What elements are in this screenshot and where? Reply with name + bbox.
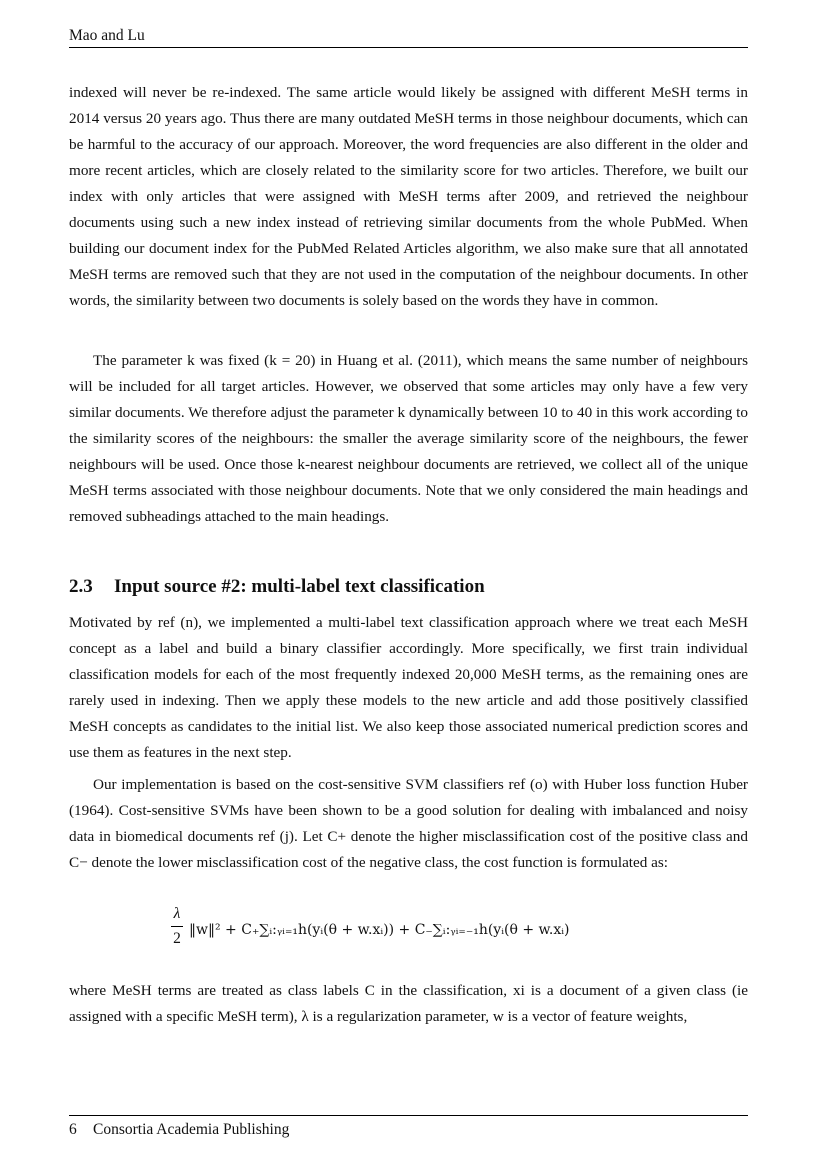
fraction-numerator: λ [173,905,181,922]
equation-fraction [171,904,183,949]
section-title: Input source #2: multi-label text classification [114,576,485,597]
publisher-name: Consortia Academia Publishing [93,1121,290,1138]
cost-function-equation [69,904,748,956]
paragraph-motivation: Motivated by ref (n), we implemented a multi-label text classification approach where we treat each MeSH concept as a label and build a binary classifier accordingly. More specifically, we first train individual classification models for each of the most frequently indexed 20,000 MeSH terms, as the remaining ones are rarely used in indexing. Then we apply these models to the new article and add those positively classified MeSH concepts as candidates to the initial list. We also keep those associated numerical prediction scores and use them as features in the next step. [69,614,748,761]
section-number: 2.3 [69,576,93,597]
paragraph-parameter-k: The parameter k was fixed (k = 20) in Huang et al. (2011), which means the same number of neighbours will be included for all target articles. However, we observed that some articles may only have a few very similar documents. We therefore adjust the parameter k dynamically between 10 to 40 in this work according to the similarity scores of the neighbours: the smaller the average similarity score of the neighbours, the fewer neighbours will be used. Once those k-nearest neighbour documents are retrieved, we collect all of the unique MeSH terms associated with those neighbour documents. Note that we only considered the main headings and removed subheadings attached to the main headings. [69,352,748,525]
page-number: 6 [69,1121,77,1138]
fraction-denominator: 2 [173,930,181,947]
main-text [69,80,748,1030]
footer [69,1121,289,1139]
equation-body: ‖w‖² + C₊∑ᵢ:ᵧᵢ₌₁h(yᵢ(θ + w.xᵢ)) + C₋∑ᵢ:ᵧᵢ₌₋₁h(yᵢ(θ + w.xᵢ) [189,922,570,938]
running-head: Mao and Lu [69,27,145,44]
section-heading [69,574,748,600]
footer-rule [69,1115,748,1116]
fraction-bar [171,926,183,927]
header-rule [69,47,748,48]
paragraph-index-history: indexed will never be re-indexed. The same article would likely be assigned with different MeSH terms in 2014 versus 20 years ago. Thus there are many outdated MeSH terms in those neighbour documents, which can be harmful to the accuracy of our approach. Moreover, the word frequencies are also different in the older and more recent articles, which are closely related to the similarity score for two articles. Therefore, we built our index with only articles that were assigned with MeSH terms after 2009, and retrieved the neighbour documents using such a new index instead of retrieving similar documents from the whole PubMed. When building our document index for the PubMed Related Articles algorithm, we also make sure that all annotated MeSH terms are removed such that they are not used in the computation of the neighbour documents. In other words, the similarity between two documents is solely based on the words they have in common. [69,84,748,309]
paragraph-equation-explanation: where MeSH terms are treated as class labels C in the classification, xi is a document of a given class (ie assigned with a specific MeSH term), λ is a regularization parameter, w is a vector of feature weights, [69,982,748,1025]
paragraph-implementation: Our implementation is based on the cost-sensitive SVM classifiers ref (o) with Huber loss function Huber (1964). Cost-sensitive SVMs have been shown to be a good solution for dealing with imbalanced and noisy data in biomedical documents ref (j). Let C+ denote the higher misclassification cost of the positive class and C− denote the lower misclassification cost of the negative class, the cost function is formulated as: [69,776,748,871]
